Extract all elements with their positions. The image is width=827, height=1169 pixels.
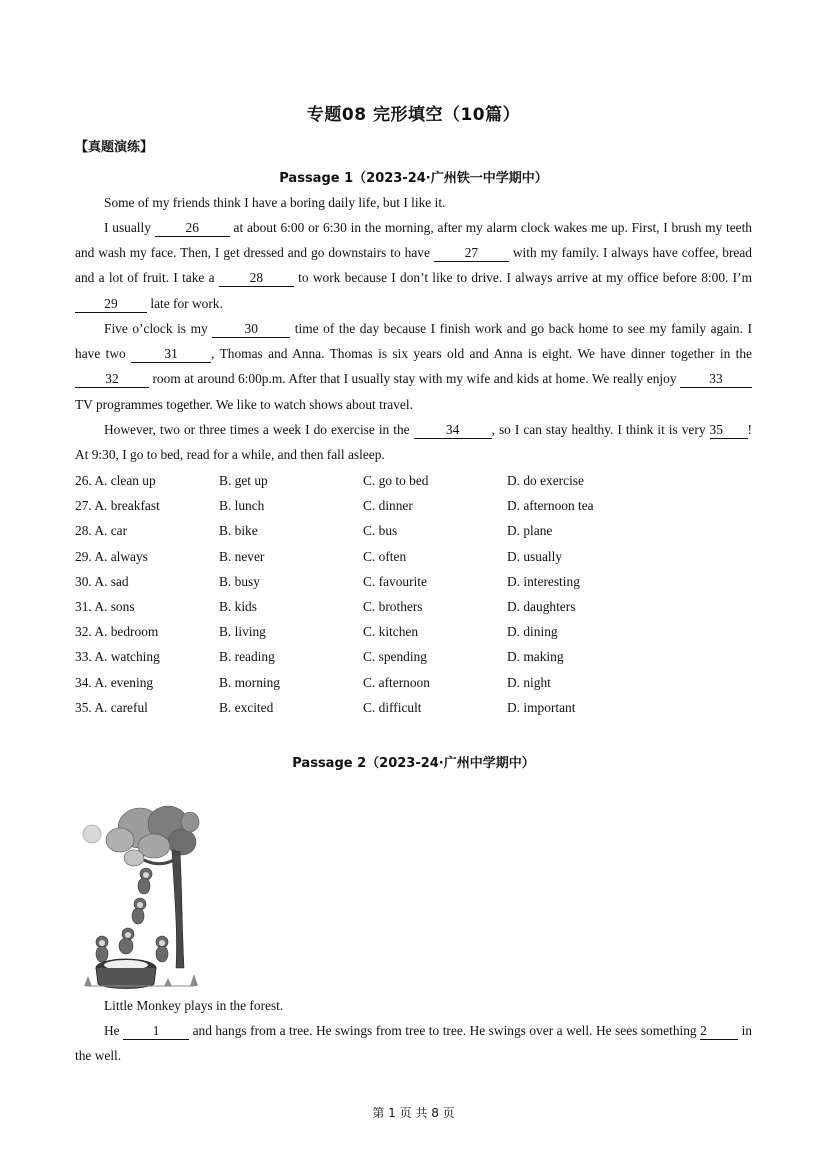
option-choice[interactable]: D. afternoon tea <box>507 498 594 514</box>
text: and hangs from a tree. He swings from tree to tree. He swings over a well. He sees something <box>189 1023 701 1038</box>
option-choice[interactable]: B. never <box>219 548 265 564</box>
option-row <box>75 518 752 543</box>
option-choice[interactable]: 27. A. breakfast <box>75 498 160 514</box>
blank-2[interactable]: 2 <box>700 1023 738 1040</box>
option-choice[interactable]: B. living <box>219 624 266 640</box>
option-row <box>75 468 752 493</box>
option-choice[interactable]: B. reading <box>219 649 275 665</box>
blank-31[interactable]: 31 <box>131 346 211 363</box>
option-choice[interactable]: C. go to bed <box>363 473 429 488</box>
text: late for work. <box>147 295 223 311</box>
option-choice[interactable]: D. dining <box>507 624 558 640</box>
option-row <box>75 619 752 644</box>
text: ! At 9:30, I go to bed, read for a while, and then fall asleep. <box>75 422 752 463</box>
text: However, two or three times a week I do exercise in the <box>104 422 414 437</box>
blank-29[interactable]: 29 <box>75 296 147 313</box>
blank-33[interactable]: 33 <box>680 371 752 388</box>
passage1-paragraph-1: Some of my friends think I have a boring daily life, but I like it. <box>104 195 446 210</box>
option-row <box>75 594 752 619</box>
passage2-paragraph-1: Little Monkey plays in the forest. <box>104 998 284 1013</box>
blank-27[interactable]: 27 <box>434 245 509 262</box>
option-choice[interactable]: C. difficult <box>363 699 422 715</box>
option-choice[interactable]: D. usually <box>507 548 563 564</box>
option-choice[interactable]: C. favourite <box>363 573 427 589</box>
option-choice[interactable]: D. making <box>507 649 564 665</box>
text: time of the day because I finish work and go back home to see my family again. I have two <box>75 321 752 362</box>
blank-1[interactable]: 1 <box>123 1023 189 1040</box>
option-choice[interactable]: D. night <box>507 674 551 690</box>
blank-30[interactable]: 30 <box>212 321 290 338</box>
option-row <box>75 544 752 569</box>
blank-28[interactable]: 28 <box>219 270 294 287</box>
monkeys-tree-illustration <box>78 800 202 990</box>
page-title: 专题08 完形填空（10篇） <box>306 105 521 125</box>
option-choice[interactable]: C. bus <box>363 523 398 539</box>
blank-26[interactable]: 26 <box>155 220 230 237</box>
option-choice[interactable]: D. plane <box>507 523 553 539</box>
blank-35[interactable]: 35 <box>710 422 748 439</box>
option-row <box>75 670 752 695</box>
text: , Thomas and Anna. Thomas is six years old and Anna is eight. We have dinner together in the <box>211 346 752 362</box>
option-choice[interactable]: C. brothers <box>363 598 423 614</box>
option-choice[interactable]: C. spending <box>363 649 427 665</box>
option-choice[interactable]: D. important <box>507 699 576 715</box>
option-row <box>75 644 752 669</box>
text: in the well. <box>75 1023 753 1064</box>
text: I usually <box>104 220 155 235</box>
option-choice[interactable]: B. excited <box>219 699 274 715</box>
option-choice[interactable]: C. kitchen <box>363 624 419 640</box>
option-choice[interactable]: B. kids <box>219 598 257 614</box>
passage1-title: Passage 1（2023-24·广州铁一中学期中） <box>279 171 548 186</box>
text: with my family. I always have coffee, bread and a lot of fruit. I take a <box>75 245 752 286</box>
option-choice[interactable]: 32. A. bedroom <box>75 624 159 640</box>
option-row <box>75 569 752 594</box>
blank-32[interactable]: 32 <box>75 371 149 388</box>
text: room at around 6:00p.m. After that I usually stay with my wife and kids at home. We really enjoy <box>149 371 680 387</box>
option-choice[interactable]: 29. A. always <box>75 548 148 564</box>
option-choice[interactable]: D. do exercise <box>507 473 584 488</box>
option-choice[interactable]: 35. A. careful <box>75 699 148 715</box>
passage1-paragraph-4 <box>75 417 752 467</box>
option-choice[interactable]: B. morning <box>219 674 281 690</box>
option-choice[interactable]: D. interesting <box>507 573 580 589</box>
text: TV programmes together. We like to watch shows about travel. <box>75 396 413 412</box>
option-choice[interactable]: B. busy <box>219 573 260 589</box>
option-choice[interactable]: C. dinner <box>363 498 413 514</box>
blank-34[interactable]: 34 <box>414 422 492 439</box>
option-choice[interactable]: 26. A. clean up <box>75 473 156 488</box>
option-choice[interactable]: C. often <box>363 548 407 564</box>
text: at about 6:00 or 6:30 in the morning, after my alarm clock wakes me up. First, I brush my teeth and wash my face. Then, I get dressed and go downstairs to have <box>75 220 752 261</box>
text: to work because I don’t like to drive. I always arrive at my office before 8:00. I’m <box>293 270 752 286</box>
passage2-title: Passage 2（2023-24·广州中学期中） <box>292 756 535 771</box>
option-choice[interactable]: B. bike <box>219 523 258 539</box>
passage1-paragraph-2 <box>75 215 752 316</box>
option-choice[interactable]: 28. A. car <box>75 523 128 539</box>
page-footer: 第 1 页 共 8 页 <box>372 1106 455 1120</box>
passage2-paragraph-2 <box>75 1018 752 1068</box>
section-heading: 【真题演练】 <box>75 140 154 155</box>
option-choice[interactable]: B. lunch <box>219 498 265 514</box>
option-choice[interactable]: 30. A. sad <box>75 573 129 589</box>
option-row <box>75 695 752 720</box>
text: He <box>104 1023 124 1038</box>
text: , so I can stay healthy. I think it is very <box>491 422 710 437</box>
option-choice[interactable]: 33. A. watching <box>75 649 160 665</box>
passage1-paragraph-3 <box>75 316 752 417</box>
option-choice[interactable]: 34. A. evening <box>75 674 154 690</box>
option-row <box>75 493 752 518</box>
option-choice[interactable]: 31. A. sons <box>75 598 135 614</box>
option-choice[interactable]: C. afternoon <box>363 674 430 690</box>
text: Five o’clock is my <box>104 321 213 336</box>
options-list <box>75 468 752 720</box>
option-choice[interactable]: D. daughters <box>507 598 576 614</box>
option-choice[interactable]: B. get up <box>219 473 268 488</box>
